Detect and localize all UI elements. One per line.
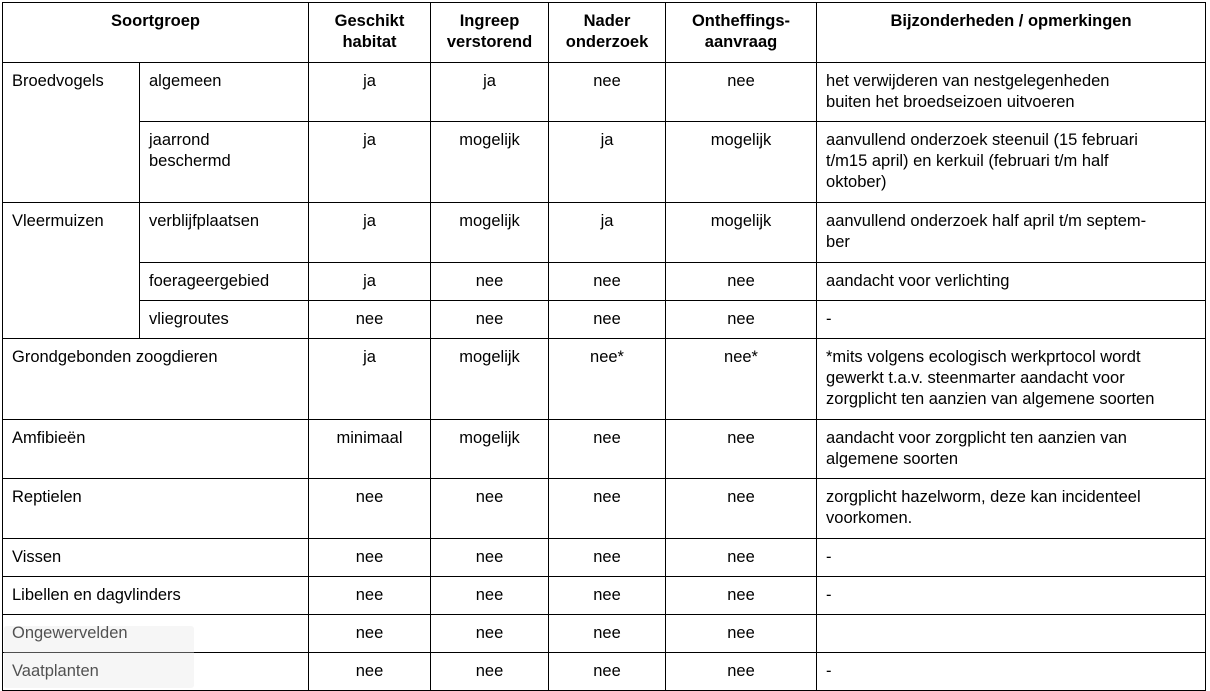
table-row xyxy=(3,653,1206,691)
ingreep-cell: mogelijk xyxy=(431,122,549,203)
group-cell-vleermuizen: Vleermuizen xyxy=(3,203,140,339)
header-row xyxy=(3,3,1206,63)
remarks-cell: aandacht voor verlichting xyxy=(817,263,1206,301)
remarks-cell: - xyxy=(817,539,1206,577)
header-soortgroep: Soortgroep xyxy=(3,3,309,63)
ingreep-cell: nee xyxy=(431,539,549,577)
habitat-cell: nee xyxy=(309,539,431,577)
ontheffing-cell: nee xyxy=(666,301,817,339)
ontheffing-cell: nee* xyxy=(666,339,817,420)
habitat-cell: nee xyxy=(309,615,431,653)
ingreep-cell: nee xyxy=(431,577,549,615)
group-cell-vissen: Vissen xyxy=(3,539,309,577)
table-row xyxy=(3,203,1206,263)
ontheffing-cell: nee xyxy=(666,577,817,615)
table-row xyxy=(3,63,1206,122)
ingreep-cell: mogelijk xyxy=(431,420,549,479)
remarks-cell: aanvullend onderzoek half april t/m septem- ber xyxy=(817,203,1206,263)
table-row xyxy=(3,615,1206,653)
header-ingreep-verstorend: Ingreep verstorend xyxy=(431,3,549,63)
nader-cell: nee xyxy=(549,615,666,653)
nader-cell: nee xyxy=(549,653,666,691)
sub-cell: algemeen xyxy=(140,63,309,122)
ontheffing-cell: nee xyxy=(666,479,817,539)
habitat-cell: nee xyxy=(309,479,431,539)
ingreep-cell: ja xyxy=(431,63,549,122)
table-row xyxy=(3,479,1206,539)
remarks-cell: - xyxy=(817,301,1206,339)
nader-cell: nee xyxy=(549,301,666,339)
nader-cell: nee xyxy=(549,539,666,577)
nader-cell: nee xyxy=(549,63,666,122)
ontheffing-cell: nee xyxy=(666,263,817,301)
habitat-cell: ja xyxy=(309,63,431,122)
ontheffing-cell: nee xyxy=(666,420,817,479)
table-row xyxy=(3,420,1206,479)
ingreep-cell: nee xyxy=(431,301,549,339)
remarks-cell: aandacht voor zorgplicht ten aanzien van algemene soorten xyxy=(817,420,1206,479)
ingreep-cell: nee xyxy=(431,615,549,653)
species-assessment-table xyxy=(2,2,1206,691)
habitat-cell: ja xyxy=(309,263,431,301)
header-nader-onderzoek: Nader onderzoek xyxy=(549,3,666,63)
nader-cell: nee xyxy=(549,263,666,301)
group-cell-ongewervelden: Ongewervelden xyxy=(3,615,309,653)
table-row xyxy=(3,263,1206,301)
group-cell-libellen: Libellen en dagvlinders xyxy=(3,577,309,615)
ontheffing-cell: nee xyxy=(666,615,817,653)
sub-cell: jaarrond beschermd xyxy=(140,122,309,203)
group-cell-vaatplanten: Vaatplanten xyxy=(3,653,309,691)
ontheffing-cell: nee xyxy=(666,653,817,691)
remarks-cell: aanvullend onderzoek steenuil (15 februari t/m15 april) en kerkuil (februari t/m half oktober) xyxy=(817,122,1206,203)
ingreep-cell: nee xyxy=(431,263,549,301)
group-cell-amfibieen: Amfibieën xyxy=(3,420,309,479)
group-cell-reptielen: Reptielen xyxy=(3,479,309,539)
remarks-cell: - xyxy=(817,653,1206,691)
table-row xyxy=(3,577,1206,615)
habitat-cell: ja xyxy=(309,203,431,263)
header-geschikt-habitat: Geschikt habitat xyxy=(309,3,431,63)
habitat-cell: nee xyxy=(309,301,431,339)
ontheffing-cell: nee xyxy=(666,63,817,122)
remarks-cell: *mits volgens ecologisch werkprtocol wordt gewerkt t.a.v. steenmarter aandacht voor zorgplicht ten aanzien van algemene soorten xyxy=(817,339,1206,420)
table-row xyxy=(3,339,1206,420)
ontheffing-cell: nee xyxy=(666,539,817,577)
sub-cell: vliegroutes xyxy=(140,301,309,339)
remarks-cell: - xyxy=(817,577,1206,615)
table-row xyxy=(3,301,1206,339)
habitat-cell: ja xyxy=(309,122,431,203)
remarks-cell xyxy=(817,615,1206,653)
ontheffing-cell: mogelijk xyxy=(666,122,817,203)
habitat-cell: ja xyxy=(309,339,431,420)
habitat-cell: nee xyxy=(309,577,431,615)
habitat-cell: nee xyxy=(309,653,431,691)
nader-cell: ja xyxy=(549,122,666,203)
group-cell-grondgebonden: Grondgebonden zoogdieren xyxy=(3,339,309,420)
nader-cell: nee* xyxy=(549,339,666,420)
nader-cell: nee xyxy=(549,479,666,539)
table-row xyxy=(3,539,1206,577)
ingreep-cell: mogelijk xyxy=(431,339,549,420)
nader-cell: ja xyxy=(549,203,666,263)
header-bijzonderheden: Bijzonderheden / opmerkingen xyxy=(817,3,1206,63)
ingreep-cell: nee xyxy=(431,479,549,539)
sub-cell: verblijfplaatsen xyxy=(140,203,309,263)
header-ontheffingsaanvraag: Ontheffings- aanvraag xyxy=(666,3,817,63)
nader-cell: nee xyxy=(549,420,666,479)
group-cell-broedvogels: Broedvogels xyxy=(3,63,140,203)
ingreep-cell: mogelijk xyxy=(431,203,549,263)
ingreep-cell: nee xyxy=(431,653,549,691)
remarks-cell: zorgplicht hazelworm, deze kan incidenteel voorkomen. xyxy=(817,479,1206,539)
ontheffing-cell: mogelijk xyxy=(666,203,817,263)
nader-cell: nee xyxy=(549,577,666,615)
sub-cell: foerageergebied xyxy=(140,263,309,301)
habitat-cell: minimaal xyxy=(309,420,431,479)
remarks-cell: het verwijderen van nestgelegenheden buiten het broedseizoen uitvoeren xyxy=(817,63,1206,122)
table-row xyxy=(3,122,1206,203)
